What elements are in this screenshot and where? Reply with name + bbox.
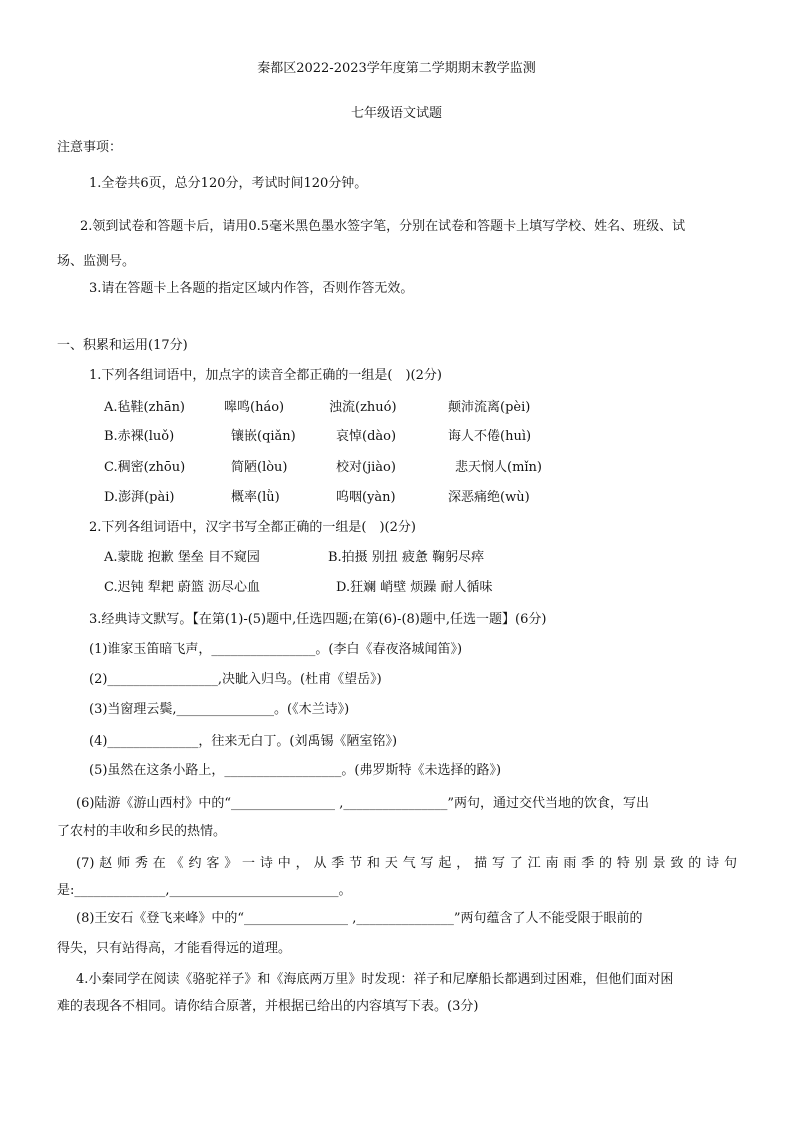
- q3-item-6: (6)陆游《游山西村》中的“________________ ,________________”两句，通过交代当地的饮食，写出: [76, 796, 649, 811]
- exam-subtitle: 七年级语文试题: [350, 106, 442, 121]
- q1-option-a1: A.毡鞋(zhān): [104, 400, 186, 415]
- notice-item-2: 2.领到试卷和答题卡后，请用0.5毫米黑色墨水签字笔，分别在试卷和答题卡上填写学校、姓名、班级、试: [80, 219, 686, 234]
- q3-item-5: (5)虽然在这条小路上，__________________。(弗罗斯特《未选择的路》): [89, 763, 502, 778]
- q1-option-d4: 深恶痛绝(wù): [448, 490, 530, 505]
- q3-item-4: (4)______________，往来无白丁。(刘禹锡《陋室铭》): [89, 734, 398, 749]
- q1-option-d3: 呜咽(yàn): [336, 490, 396, 505]
- q1-option-b4: 诲人不倦(huì): [448, 429, 532, 444]
- notice-item-3: 3.请在答题卡上各题的指定区域内作答，否则作答无效。: [89, 281, 414, 296]
- q3-item-8: (8)王安石《登飞来峰》中的“________________ ,_______________”两句蕴含了人不能受限于眼前的: [76, 911, 643, 926]
- q3-item-7-cont: 是:______________,__________________________。: [57, 883, 352, 898]
- q1-option-d1: D.澎湃(pài): [104, 490, 175, 505]
- exam-title: 秦都区2022-2023学年度第二学期期末教学监测: [257, 61, 536, 76]
- q1-option-b1: B.赤裸(luǒ): [104, 429, 175, 444]
- notice-heading: 注意事项：: [57, 140, 123, 155]
- q1-option-c4: 悲天悯人(mǐn): [455, 460, 543, 475]
- q4-stem-cont: 难的表现各不相同。请你结合原著，并根据已给出的内容填写下表。(3分): [57, 999, 479, 1014]
- notice-item-2-cont: 场、监测号。: [57, 254, 136, 269]
- q1-option-c3: 校对(jiào): [336, 460, 396, 475]
- q1-option-c1: C.稠密(zhōu): [104, 460, 186, 475]
- q3-item-2: (2)_________________,决眦入归鸟。(杜甫《望岳》): [89, 672, 382, 687]
- q2-stem: 2.下列各组词语中，汉字书写全都正确的一组是( )(2分): [89, 520, 416, 535]
- q3-item-7: [76, 852, 737, 871]
- q2-option-a: A.蒙眬 抱歉 堡垒 目不窥园: [104, 550, 260, 565]
- q3-item-1: (1)谁家玉笛暗飞声，________________。(李白《春夜洛城闻笛》): [89, 642, 463, 657]
- q2-option-d: D.狂斓 峭壁 烦躁 耐人循味: [336, 580, 493, 595]
- q3-stem: 3.经典诗文默写。【在第(1)-(5)题中,任选四题;在第(6)-(8)题中,任选一题】(6分): [89, 612, 547, 627]
- q1-option-a2: 嗥鸣(háo): [224, 400, 285, 415]
- q1-option-b3: 哀悼(dào): [336, 429, 397, 444]
- q1-option-d2: 概率(lǜ): [231, 490, 280, 505]
- q1-option-a4: 颠沛流离(pèi): [448, 400, 531, 415]
- q2-option-b: B.拍摄 别扭 疲惫 鞠躬尽瘁: [328, 550, 485, 565]
- q1-stem: 1.下列各组词语中，加点字的读音全都正确的一组是( )(2分): [89, 368, 442, 383]
- q3-item-6-cont: 了农村的丰收和乡民的热情。: [57, 824, 227, 839]
- q3-item-3: (3)当窗理云鬓,_______________。(《木兰诗》): [89, 702, 350, 717]
- q1-option-b2: 镶嵌(qiǎn): [231, 429, 296, 444]
- q3-item-7-text: (7)赵师秀在《约客》一诗中，从季节和天气写起，描写了江南雨季的特别景致的诗句: [76, 856, 737, 871]
- q3-item-8-cont: 得失，只有站得高，才能看得远的道理。: [57, 941, 292, 956]
- q1-option-c2: 简陋(lòu): [231, 460, 288, 475]
- q4-stem: 4.小秦同学在阅读《骆驼祥子》和《海底两万里》时发现：祥子和尼摩船长都遇到过困难，但他们面对困: [76, 972, 674, 987]
- notice-item-1: 1.全卷共6页，总分120分，考试时间120分钟。: [89, 176, 368, 191]
- section-heading: 一、积累和运用(17分): [57, 338, 188, 353]
- q1-option-a3: 浊流(zhuó): [329, 400, 397, 415]
- q2-option-c: C.迟钝 犁耙 蔚篮 沥尽心血: [104, 580, 261, 595]
